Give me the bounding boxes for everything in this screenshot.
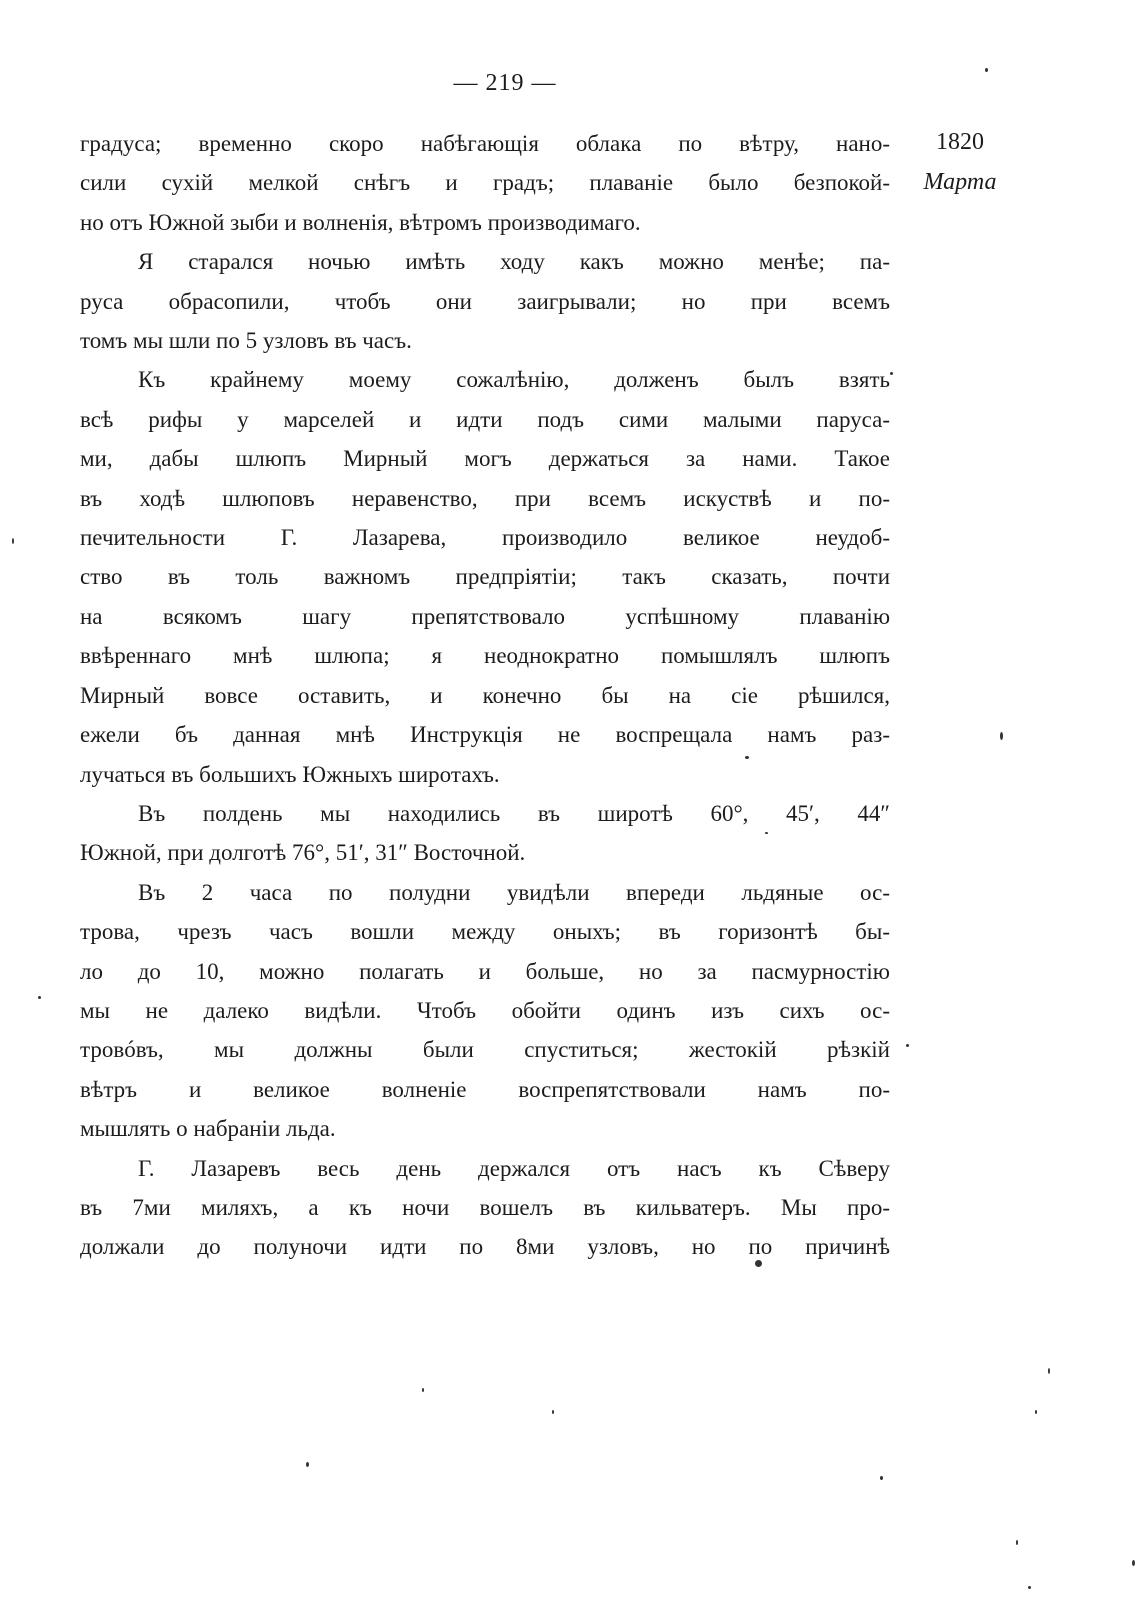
text-line: Мирный вовсе оставить, и конечно бы на сіе рѣшился, [80, 682, 890, 708]
scan-speck [38, 996, 41, 999]
margin-month: Марта [923, 169, 997, 195]
paragraph [80, 242, 890, 360]
text-line: тровóвъ, мы должны были спуститься; жестокій рѣзкій [80, 1037, 890, 1063]
scan-speck [552, 1410, 554, 1414]
text-line: въ ходѣ шлюповъ неравенство, при всемъ искуствѣ и по- [80, 485, 890, 511]
margin-note [905, 122, 1015, 202]
paragraph [80, 1149, 890, 1267]
text-line: сили сухій мелкой снѣгъ и градъ; плаваніе было безпокой- [80, 170, 890, 196]
scan-speck [1132, 1560, 1135, 1566]
scan-speck [765, 832, 768, 834]
scan-speck [755, 1260, 762, 1267]
text-line: но отъ Южной зыби и волненія, вѣтромъ производимаго. [80, 209, 641, 235]
paragraph [80, 794, 890, 873]
page-number: — 219 — [453, 70, 557, 96]
text-line: на всякомъ шагу препятствовало успѣшному плаванію [80, 603, 890, 629]
margin-year: 1820 [936, 129, 984, 155]
scan-speck [1028, 1586, 1031, 1589]
paragraph [80, 124, 890, 242]
scan-speck [1016, 1540, 1018, 1545]
text-line: Въ 2 часа по полудни увидѣли впереди льдяные ос- [138, 879, 890, 905]
text-line: ство въ толь важномъ предпріятіи; такъ сказать, почти [80, 564, 890, 590]
text-line: Въ полдень мы находились въ широтѣ 60°, 45′, 44″ [138, 800, 890, 826]
scan-speck [306, 1462, 309, 1467]
scan-speck [890, 372, 893, 375]
scan-speck [985, 68, 988, 72]
text-line: печительности Г. Лазарева, производило великое неудоб- [80, 525, 890, 551]
text-line: всѣ рифы у марселей и идти подъ сими малыми паруса- [80, 406, 890, 432]
scan-speck [1035, 1410, 1037, 1414]
scan-speck [745, 756, 749, 759]
scan-speck [422, 1388, 424, 1392]
text-line: томъ мы шли по 5 узловъ въ часъ. [80, 328, 412, 354]
text-line: трова, чрезъ часъ вошли между оныхъ; въ горизонтѣ бы- [80, 919, 890, 945]
text-line: вѣтръ и великое волненіе воспрепятствовали намъ по- [80, 1076, 890, 1102]
body-text [80, 124, 890, 1267]
text-line: руса обрасопили, чтобъ они заигрывали; но при всемъ [80, 288, 890, 314]
text-line: ло до 10, можно полагать и больше, но за пасмурностію [80, 958, 890, 984]
text-line: Я старался ночью имѣть ходу какъ можно менѣе; па- [138, 249, 890, 275]
text-line: мы не далеко видѣли. Чтобъ обойти одинъ изъ сихъ ос- [80, 997, 890, 1023]
text-line: Къ крайнему моему сожалѣнію, долженъ былъ взять [138, 367, 890, 393]
text-line: Г. Лазаревъ весь день держался отъ насъ къ Сѣверу [138, 1155, 890, 1181]
text-line: въ 7ми миляхъ, а къ ночи вошелъ въ кильватеръ. Мы про- [80, 1194, 890, 1220]
text-line: лучаться въ большихъ Южныхъ широтахъ. [80, 761, 500, 787]
paragraph [80, 873, 890, 1149]
paragraph [80, 360, 890, 793]
scan-speck [1000, 732, 1003, 740]
text-line: должали до полуночи идти по 8ми узловъ, но по причинѣ [80, 1234, 890, 1260]
text-line: ежели бъ данная мнѣ Инструкція не воспрещала намъ раз- [80, 722, 890, 748]
text-line: мышлять о набраніи льда. [80, 1116, 336, 1142]
scan-speck [1048, 1368, 1050, 1374]
text-line: ввѣреннаго мнѣ шлюпа; я неоднократно помышлялъ шлюпъ [80, 643, 890, 669]
text-line: градуса; временно скоро набѣгающія облака по вѣтру, нано- [80, 131, 890, 156]
text-line: Южной, при долготѣ 76°, 51′, 31″ Восточной. [80, 840, 526, 866]
scan-speck [12, 538, 14, 544]
text-line: ми, дабы шлюпъ Мирный могъ держаться за нами. Такое [80, 446, 890, 472]
scan-speck [906, 1044, 909, 1047]
scan-speck [880, 1476, 883, 1480]
